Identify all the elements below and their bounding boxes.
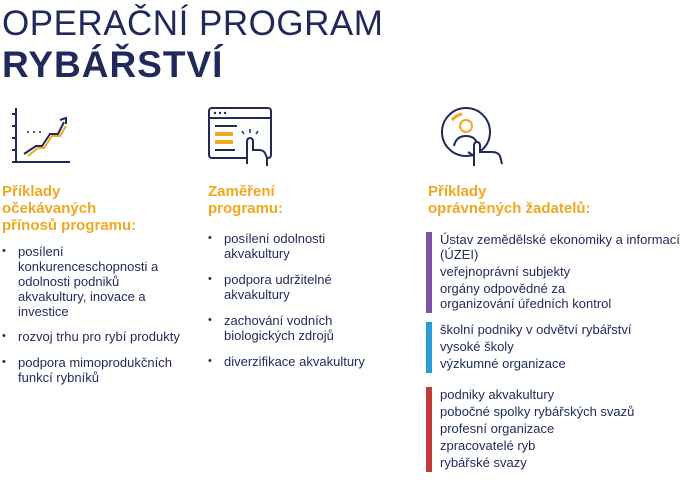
list-item: • podpora mimoprodukčních funkcí rybníků bbox=[0, 355, 190, 385]
list-item: • posílení odolnosti akvakultury bbox=[206, 231, 386, 261]
applicants-heading: Příklady oprávněných žadatelů: bbox=[428, 183, 591, 217]
applicant-group-public bbox=[426, 232, 700, 313]
list-item: podniky akvakultury bbox=[440, 387, 555, 402]
list-item: • rozvoj trhu pro rybí produkty bbox=[0, 329, 190, 344]
title-line-2: RYBÁŘSTVÍ bbox=[2, 44, 224, 85]
applicant-group-industry bbox=[426, 387, 700, 472]
list-item: orgány odpovědné za organizování úředních kontrol bbox=[440, 281, 612, 311]
list-item: • diverzifikace akvakultury bbox=[206, 354, 386, 369]
list-item: zpracovatelé ryb bbox=[440, 438, 536, 453]
user-touch-icon bbox=[438, 104, 508, 170]
benefits-heading: Příklady očekávaných přínosů programu: bbox=[2, 183, 137, 234]
web-page-click-icon bbox=[207, 106, 275, 168]
list-item: • zachování vodních biologických zdrojů bbox=[206, 313, 386, 343]
list-item: výzkumné organizace bbox=[440, 356, 566, 371]
list-item: rybářské svazy bbox=[440, 455, 527, 470]
list-item: • posílení konkurenceschopnosti a odolnosti podniků akvakultury, inovace a investice bbox=[0, 244, 190, 319]
list-item: • podpora udržitelné akvakultury bbox=[206, 272, 386, 302]
list-item: pobočné spolky rybářských svazů bbox=[440, 404, 635, 419]
benefits-list bbox=[0, 244, 190, 396]
growth-chart-icon bbox=[10, 106, 74, 166]
list-item: školní podniky v odvětví rybářství bbox=[440, 322, 632, 337]
title-line-1: OPERAČNÍ PROGRAM bbox=[2, 4, 384, 43]
focus-heading: Zaměření programu: bbox=[208, 183, 283, 217]
list-item: vysoké školy bbox=[440, 339, 514, 354]
list-item: profesní organizace bbox=[440, 421, 555, 436]
list-item: veřejnoprávní subjekty bbox=[440, 264, 571, 279]
applicant-group-education bbox=[426, 322, 700, 373]
list-item: Ústav zemědělské ekonomiky a informací (ÚZEI) bbox=[440, 232, 680, 262]
focus-list bbox=[206, 231, 386, 380]
